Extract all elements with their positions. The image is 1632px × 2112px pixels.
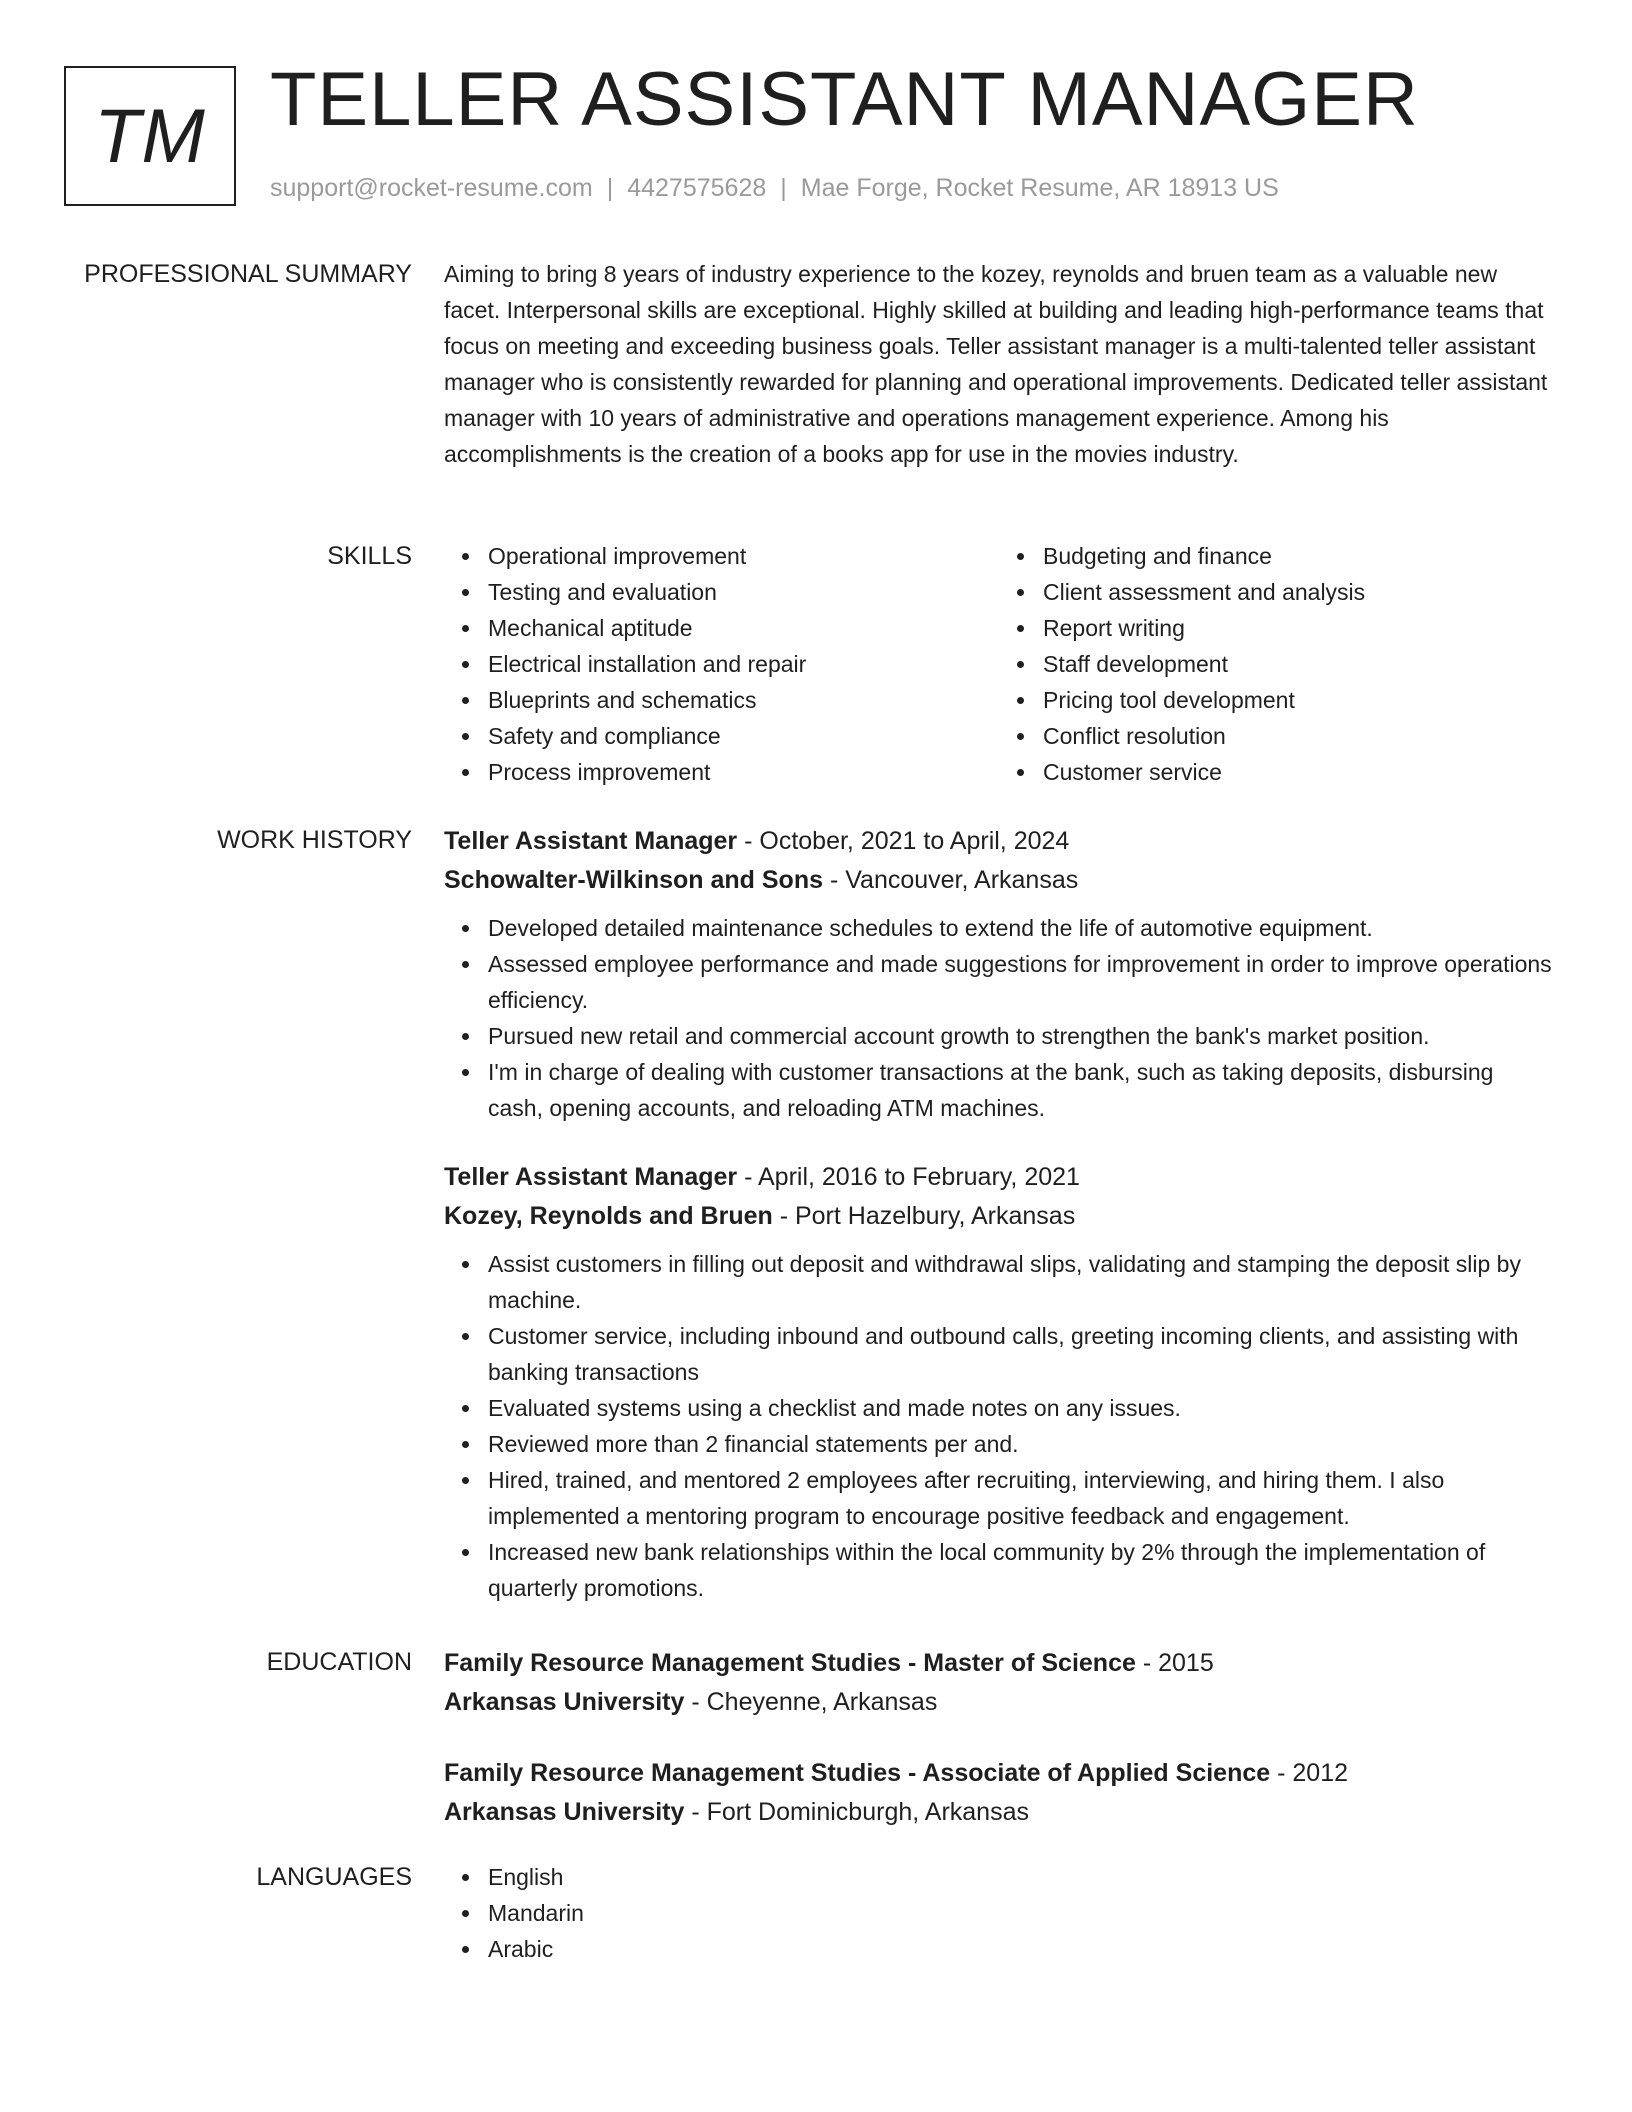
language-item: Arabic: [488, 1931, 1554, 1967]
skill-item: Budgeting and finance: [1043, 538, 1554, 574]
section-label: WORK HISTORY: [217, 826, 412, 854]
job-bullet: Reviewed more than 2 financial statements per and.: [488, 1426, 1554, 1462]
job-bullet: Assist customers in filling out deposit and withdrawal slips, validating and stamping the deposit slip by machine.: [488, 1246, 1554, 1318]
contact-separator: |: [780, 174, 787, 202]
skill-item: Blueprints and schematics: [488, 682, 999, 718]
job-title-line: [444, 1158, 1554, 1197]
job-location: - Vancouver, Arkansas: [823, 866, 1079, 894]
skill-item: Safety and compliance: [488, 718, 999, 754]
work-body: [444, 822, 1554, 1638]
education-year: - 2015: [1135, 1649, 1214, 1677]
job-title: Teller Assistant Manager: [444, 1163, 738, 1191]
skill-item: Process improvement: [488, 754, 999, 790]
skill-item: Staff development: [1043, 646, 1554, 682]
job-bullet: Pursued new retail and commercial account growth to strengthen the bank's market position.: [488, 1018, 1554, 1054]
job-entry: [444, 822, 1554, 1126]
job-company: Schowalter-Wilkinson and Sons: [444, 866, 823, 894]
summary-body: [444, 256, 1554, 472]
section-label: SKILLS: [327, 542, 412, 570]
education-degree: Family Resource Management Studies - Associate of Applied Science: [444, 1759, 1271, 1787]
job-bullets: [444, 1246, 1554, 1606]
skill-item: Mechanical aptitude: [488, 610, 999, 646]
education-school: Arkansas University: [444, 1688, 685, 1716]
job-bullet: Developed detailed maintenance schedules to extend the life of automotive equipment.: [488, 910, 1554, 946]
skill-item: Pricing tool development: [1043, 682, 1554, 718]
contact-phone[interactable]: 4427575628: [627, 174, 767, 202]
job-bullet: Customer service, including inbound and outbound calls, greeting incoming clients, and assisting with banking transactions: [488, 1318, 1554, 1390]
job-title-line: [444, 822, 1554, 861]
skill-item: Customer service: [1043, 754, 1554, 790]
section-label: EDUCATION: [266, 1648, 412, 1676]
job-bullet: Hired, trained, and mentored 2 employees after recruiting, interviewing, and hiring them. I also implemented a mentoring program to encourage positive feedback and engagement.: [488, 1462, 1554, 1534]
job-company-line: [444, 1197, 1554, 1236]
languages-body: [444, 1859, 1554, 1967]
education-entry: [444, 1644, 1554, 1722]
resume-name-title: TELLER ASSISTANT MANAGER: [270, 57, 1419, 142]
language-item: English: [488, 1859, 1554, 1895]
education-degree: Family Resource Management Studies - Master of Science: [444, 1649, 1136, 1677]
education-degree-line: [444, 1754, 1554, 1793]
contact-line: [270, 174, 1279, 203]
languages-list: [444, 1859, 1554, 1967]
job-company: Kozey, Reynolds and Bruen: [444, 1202, 773, 1230]
language-item: Mandarin: [488, 1895, 1554, 1931]
education-location: - Cheyenne, Arkansas: [684, 1688, 938, 1716]
education-school: Arkansas University: [444, 1798, 685, 1826]
skill-item: Client assessment and analysis: [1043, 574, 1554, 610]
monogram-logo: TM: [64, 66, 236, 206]
skill-item: Operational improvement: [488, 538, 999, 574]
skill-item: Conflict resolution: [1043, 718, 1554, 754]
contact-email[interactable]: support@rocket-resume.com: [270, 174, 593, 202]
job-bullet: I'm in charge of dealing with customer transactions at the bank, such as taking deposits, disbursing cash, opening accounts, and reloading ATM machines.: [488, 1054, 1554, 1126]
skills-column-2: [999, 538, 1554, 790]
skill-item: Electrical installation and repair: [488, 646, 999, 682]
skill-item: Testing and evaluation: [488, 574, 999, 610]
job-bullet: Assessed employee performance and made suggestions for improvement in order to improve operations efficiency.: [488, 946, 1554, 1018]
skills-body: [444, 538, 1554, 790]
job-entry: [444, 1158, 1554, 1606]
job-location: - Port Hazelbury, Arkansas: [772, 1202, 1076, 1230]
job-dates: - April, 2016 to February, 2021: [737, 1163, 1080, 1191]
job-bullet: Evaluated systems using a checklist and made notes on any issues.: [488, 1390, 1554, 1426]
job-bullet: Increased new bank relationships within the local community by 2% through the implementation of quarterly promotions.: [488, 1534, 1554, 1606]
skills-column-1: [444, 538, 999, 790]
contact-address: Mae Forge, Rocket Resume, AR 18913 US: [800, 174, 1279, 202]
skill-item: Report writing: [1043, 610, 1554, 646]
section-label: PROFESSIONAL SUMMARY: [84, 260, 412, 288]
summary-text: Aiming to bring 8 years of industry experience to the kozey, reynolds and bruen team as a valuable new facet. Interpersonal skills are exceptional. Highly skilled at building and leading high-performance teams that focus on meeting and exceeding business goals. Teller assistant manager is a multi-talented teller assistant manager who is consistently rewarded for planning and operational improvements. Dedicated teller assistant manager with 10 years of administrative and operations management experience. Among his accomplishments is the creation of a books app for use in the movies industry.: [444, 261, 1548, 467]
education-body: [444, 1644, 1554, 1864]
job-dates: - October, 2021 to April, 2024: [737, 827, 1070, 855]
job-company-line: [444, 861, 1554, 900]
education-school-line: [444, 1683, 1554, 1722]
education-school-line: [444, 1793, 1554, 1832]
contact-separator: |: [606, 174, 614, 202]
job-bullets: [444, 910, 1554, 1126]
section-label: LANGUAGES: [256, 1863, 412, 1891]
education-year: - 2012: [1270, 1759, 1349, 1787]
education-entry: [444, 1754, 1554, 1832]
job-title: Teller Assistant Manager: [444, 827, 738, 855]
education-location: - Fort Dominicburgh, Arkansas: [684, 1798, 1029, 1826]
education-degree-line: [444, 1644, 1554, 1683]
